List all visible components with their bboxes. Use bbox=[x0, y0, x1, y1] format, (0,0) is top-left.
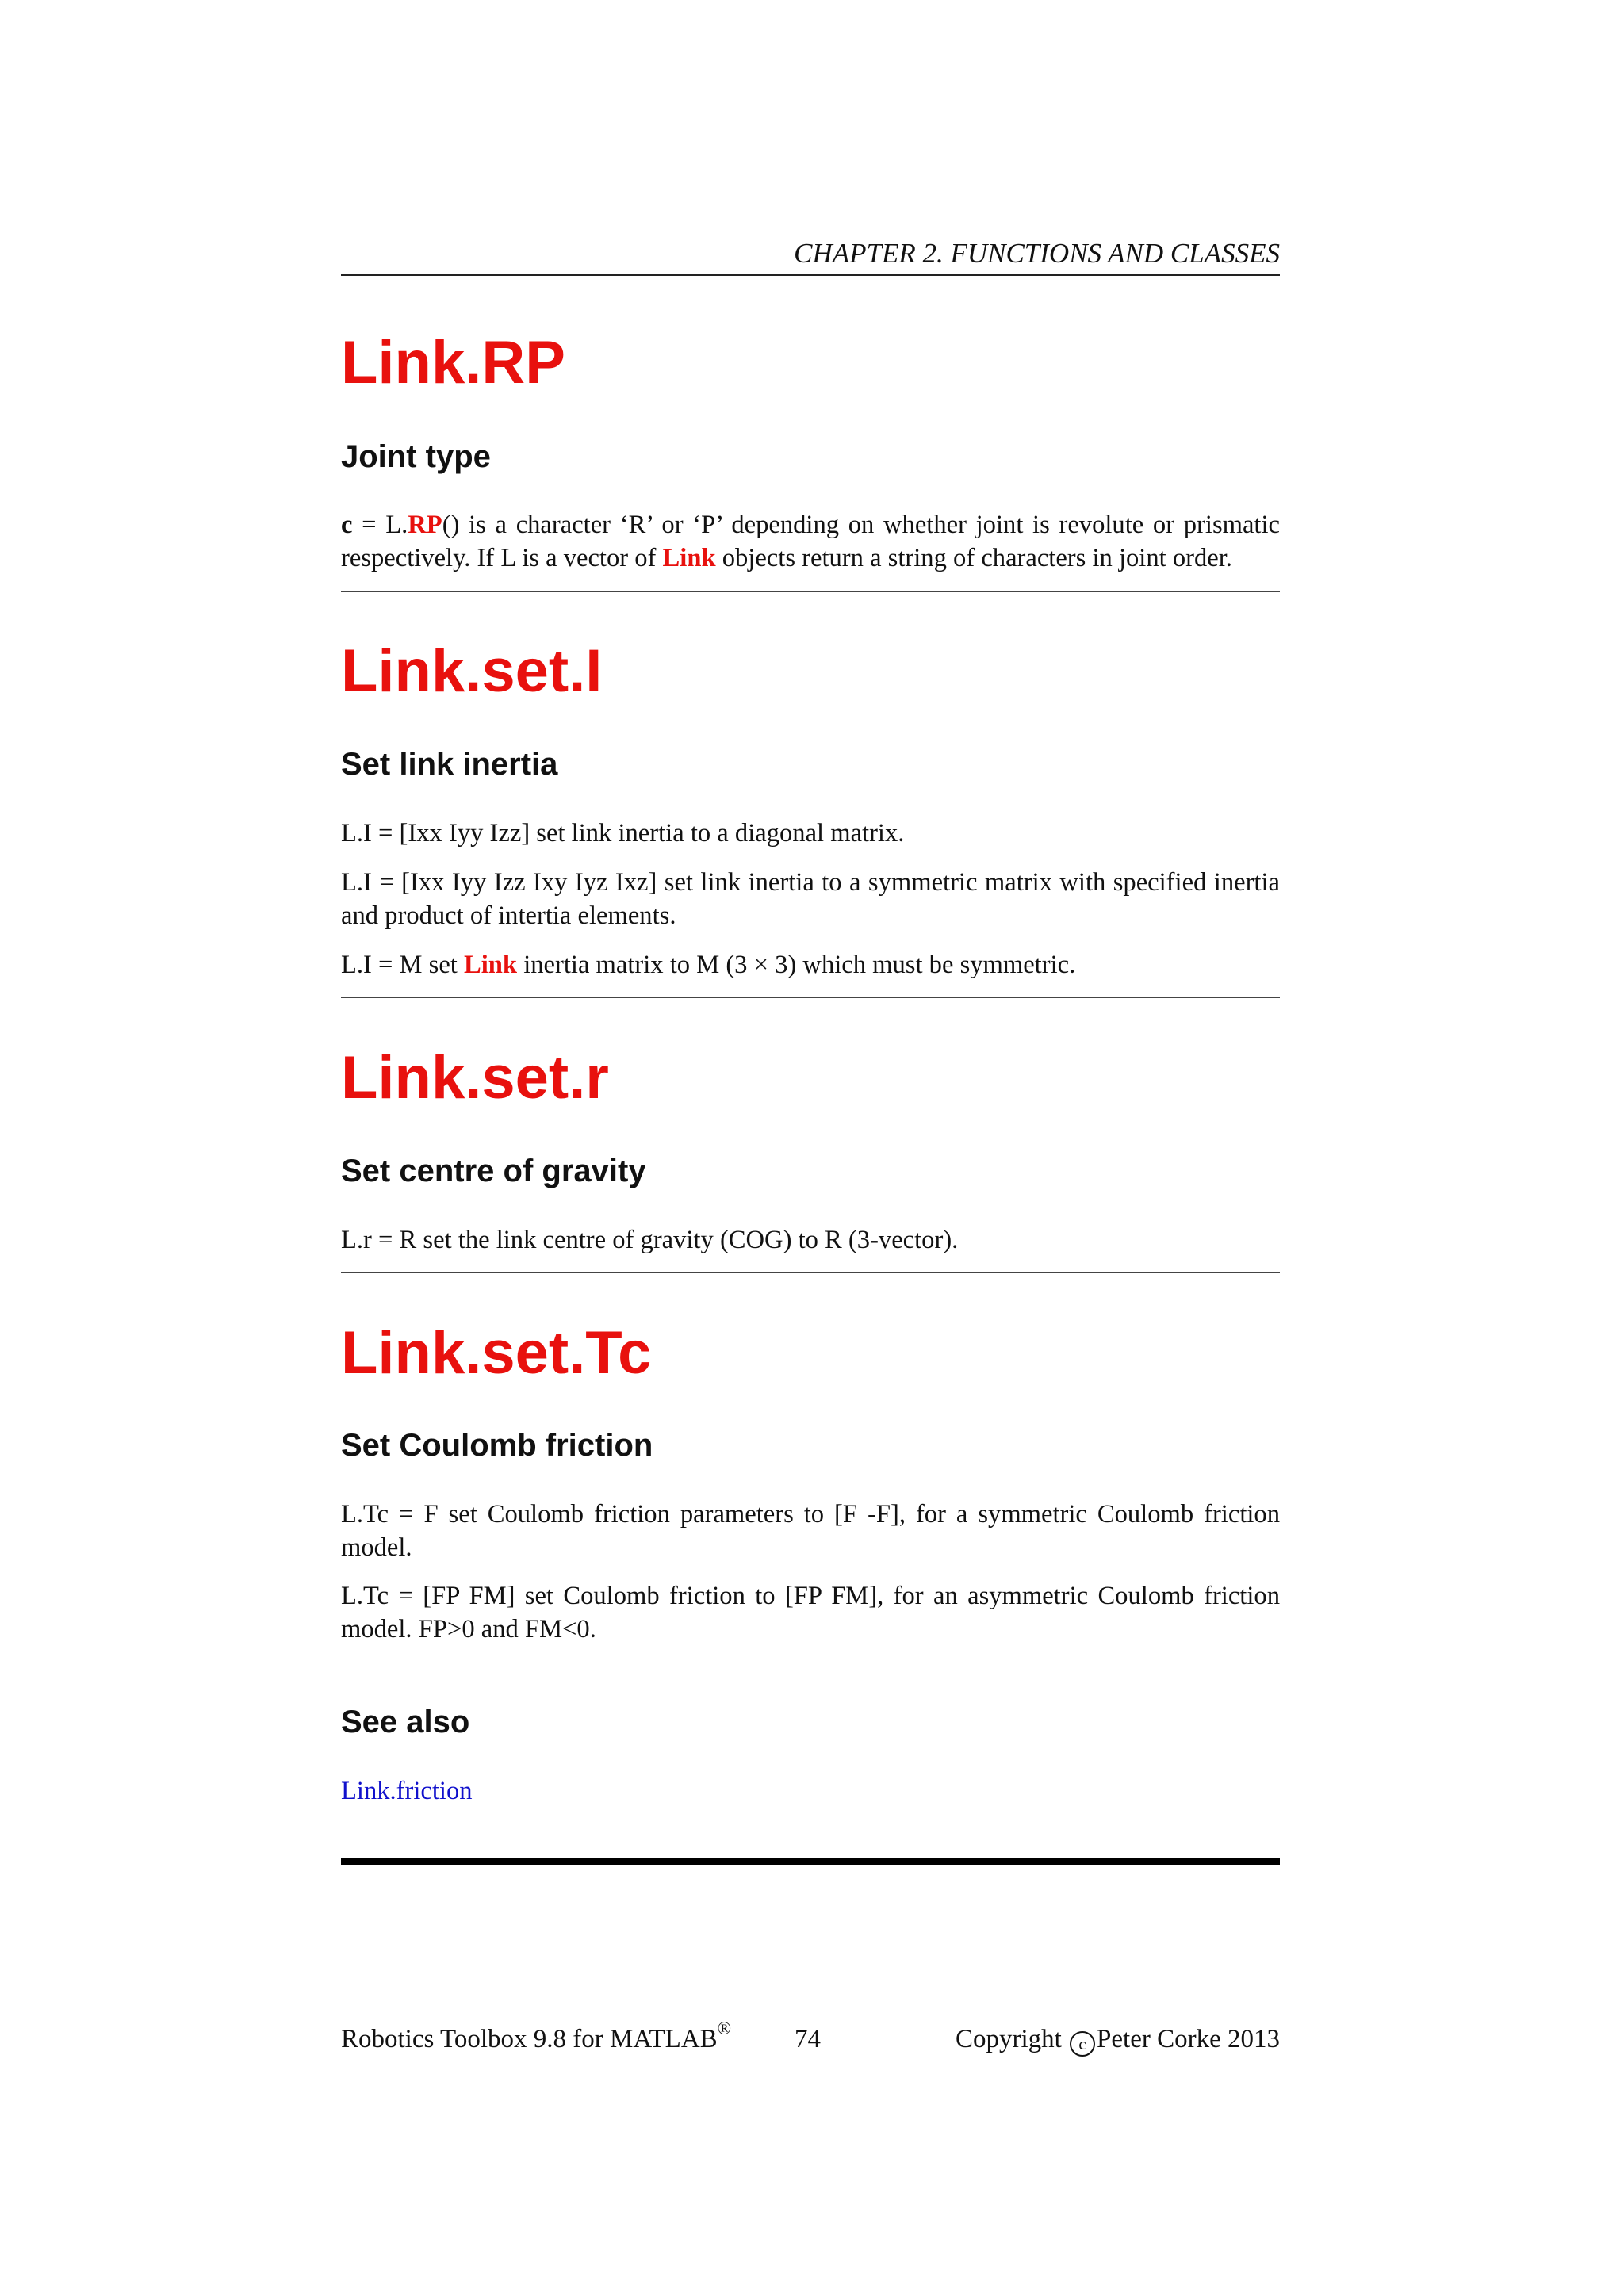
copyright-icon: c bbox=[1070, 2031, 1095, 2057]
footer-title-text: Robotics Toolbox 9.8 for MATLAB bbox=[341, 2025, 718, 2053]
paragraph-link-rp bbox=[341, 508, 1280, 575]
section-subtitle-set-link-inertia: Set link inertia bbox=[341, 747, 558, 782]
section-title-link-set-i: Link.set.I bbox=[341, 637, 603, 705]
text-fragment: = L. bbox=[352, 511, 408, 539]
page-footer bbox=[341, 2019, 1280, 2063]
section-subtitle-coulomb-friction: Set Coulomb friction bbox=[341, 1428, 653, 1463]
text-fragment: () is a character ‘R’ or ‘P’ depending on whether joint is revolute or prismatic respectively. If L is a vector of bbox=[341, 511, 1280, 572]
footer-copyright bbox=[956, 2023, 1280, 2057]
code-c: c bbox=[341, 511, 353, 539]
section-divider bbox=[341, 591, 1280, 592]
paragraph-centre-of-gravity: L.r = R set the link centre of gravity (COG) to R (3-vector). bbox=[341, 1226, 959, 1254]
registered-mark: ® bbox=[717, 2019, 732, 2038]
section-title-link-set-tc: Link.set.Tc bbox=[341, 1319, 652, 1387]
paragraph-inertia-matrix bbox=[341, 948, 1280, 982]
footer-title bbox=[341, 2019, 732, 2057]
section-divider bbox=[341, 997, 1280, 998]
link-class-link[interactable]: Link bbox=[662, 544, 716, 572]
section-subtitle-joint-type: Joint type bbox=[341, 439, 491, 474]
section-subtitle-centre-of-gravity: Set centre of gravity bbox=[341, 1154, 646, 1188]
text-fragment: inertia matrix to M (3 × 3) which must be symmetric. bbox=[517, 951, 1076, 979]
copyright-prefix: Copyright bbox=[955, 2025, 1069, 2053]
section-title-link-rp: Link.RP bbox=[341, 329, 565, 396]
see-also-paragraph bbox=[341, 1774, 1280, 1808]
copyright-holder: Peter Corke 2013 bbox=[1097, 2025, 1280, 2053]
text-fragment: objects return a string of characters in joint order. bbox=[715, 544, 1232, 572]
end-of-section-rule bbox=[341, 1858, 1280, 1865]
see-also-heading: See also bbox=[341, 1705, 470, 1739]
rp-method-link[interactable]: RP bbox=[408, 511, 442, 539]
paragraph-symmetric-friction: L.Tc = F set Coulomb friction parameters to [F -F], for a symmetric Coulomb friction model. bbox=[341, 1500, 1280, 1562]
page-number: 74 bbox=[795, 2025, 821, 2053]
paragraph-asymmetric-friction: L.Tc = [FP FM] set Coulomb friction to [FP FM], for an asymmetric Coulomb friction model. FP>0 and FM<0. bbox=[341, 1582, 1280, 1644]
running-header: CHAPTER 2. FUNCTIONS AND CLASSES bbox=[794, 238, 1280, 269]
section-divider bbox=[341, 1272, 1280, 1273]
header-rule bbox=[341, 274, 1280, 276]
paragraph-diagonal-inertia: L.I = [Ixx Iyy Izz] set link inertia to a diagonal matrix. bbox=[341, 819, 905, 848]
text-fragment: L.I = M set bbox=[341, 951, 465, 979]
see-also-link-friction[interactable]: Link.friction bbox=[341, 1777, 473, 1805]
link-class-link[interactable]: Link bbox=[464, 951, 518, 979]
section-title-link-set-r: Link.set.r bbox=[341, 1044, 609, 1112]
paragraph-symmetric-inertia: L.I = [Ixx Iyy Izz Ixy Iyz Ixz] set link inertia to a symmetric matrix with specified inertia and product of intertia elements. bbox=[341, 868, 1280, 930]
